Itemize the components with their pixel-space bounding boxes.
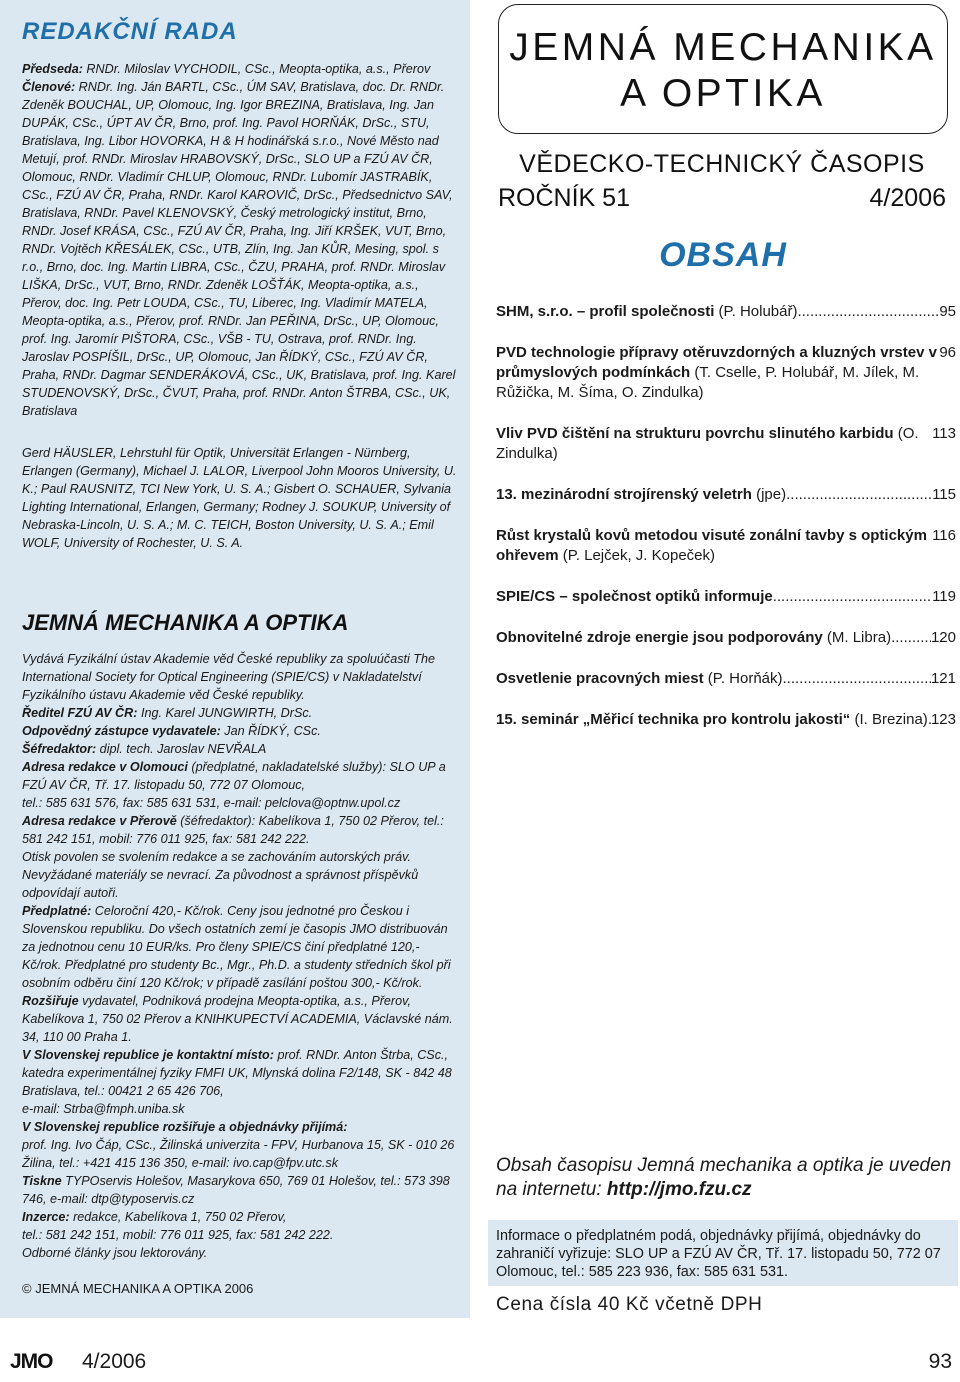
toc-authors: (P. Holubář): [714, 303, 798, 320]
issue-price: Cena čísla 40 Kč včetně DPH: [496, 1294, 763, 1315]
title-box: [498, 4, 948, 134]
imprint-text: Vydává Fyzikální ústav Akademie věd České republiky za spoluúčasti The International Society for Optical Engineering (SPIE/CS) v Nakladatelství Fyzikálního ústavu Akademie věd České republiky. Ředitel FZÚ AV ČR: Ing. Karel JUNGWIRTH, DrSc. Odpovědný zástupce vydavatele: Jan ŘÍDKÝ, CSc. Šéfredaktor: dipl. tech. Jaroslav NEVŘALA Adresa redakce v Olomouci (předplatné, nakladatelské služby): SLO UP a FZÚ AV ČR, Tř. 17. listopadu 50, 772 07 Olomouc, tel.: 585 631 576, fax: 585 631 531, e-mail: pelclova@optnw.upol.cz Adresa redakce v Přerově (šéfredaktor): Kabelíkova 1, 750 02 Přerov, tel.: 581 242 151, mobil: 776 011 925, fax: 581 242 222. Otisk povolen se svolením redakce a se zachováním autorských práv. Nevyžádané materiály se nevrací. Za původnost a správnost příspěvků odpovídají autoři. Předplatné: Celoroční 420,- Kč/rok. Ceny jsou jednotné pro Českou i Slovenskou republiku. Do všech ostatních zemí je časopis JMO distribuován za jednotnou cenu 10 EUR/ks. Pro členy SPIE/CS činí předplatné 120,- Kč/rok. Předplatné pro studenty Bc., Mgr., Ph.D. a studenty středních škol při osobním odběru činí 120 Kč/rok; v případě zasílání poštou 300,- Kč/rok. Rozšiřuje vydavatel, Podniková prodejna Meopta-optika, a.s., Přerov, Kabelíkova 1, 750 02 Přerov a KNIHKUPECTVÍ ACADEMIA, Václavské nám. 34, 110 00 Praha 1. V Slovenskej republice je kontaktní místo: prof. RNDr. Anton Štrba, CSc., katedra experimentálnej fyziky FMFI UK, Mlynská dolina F2/148, SK - 842 48 Bratislava, tel.: 00421 2 65 426 706, e-mail: Strba@fmph.uniba.sk V Slovenskej republice rozšiřuje a objednávky přijímá: prof. Ing. Ivo Čáp, CSc., Žilinská univerzita - FPV, Hurbanova 15, SK - 010 26 Žilina, tel.: +421 415 136 350, e-mail: ivo.cap@fpv.utc.sk Tiskne TYPOservis Holešov, Masarykova 650, 769 01 Holešov, tel.: 573 398 746, e-mail: dtp@typoservis.cz Inzerce: redakce, Kabelíkova 1, 750 02 Přerov, tel.: 581 242 151, mobil: 776 011 925, fax: 581 242 222. Odborné články jsou lektorovány.: [22, 652, 455, 1260]
toc-authors: (M. Libra): [822, 629, 892, 646]
copyright: © JEMNÁ MECHANIKA A OPTIKA 2006: [22, 1281, 254, 1296]
toc-page: 96: [939, 344, 956, 361]
issue-label: 4/2006: [869, 184, 946, 212]
toc-item[interactable]: [496, 526, 956, 566]
toc-title: SHM, s.r.o. – profil společnosti: [496, 303, 715, 320]
toc-item[interactable]: [496, 343, 956, 403]
toc-page: 95: [939, 303, 956, 320]
toc-item[interactable]: [496, 485, 956, 505]
footer-issue: 4/2006: [82, 1350, 147, 1373]
journal-heading: JEMNÁ MECHANIKA A OPTIKA: [22, 610, 349, 635]
toc-page: 123: [930, 711, 956, 728]
toc-title: Růst krystalů kovů metodou visuté zonální tavby s optickým ohřevem: [496, 527, 927, 564]
toc-authors: (T. Cselle, P. Holubář, M. Jílek, M. Růžička, M. Šíma, O. Zindulka): [496, 364, 920, 401]
toc-title: PVD technologie přípravy otěruvzdorných a kluzných vrstev v průmyslových podmínkách: [496, 344, 937, 381]
toc-title: SPIE/CS – společnost optiků informuje: [496, 588, 773, 605]
toc-item[interactable]: [496, 424, 956, 464]
toc-item[interactable]: [496, 628, 956, 648]
online-link[interactable]: http://jmo.fzu.cz: [606, 1179, 752, 1200]
toc-authors: (O. Zindulka): [496, 425, 919, 462]
subscription-info: Informace o předplatném podá, objednávky přijímá, objednávky do zahraničí vyřizuje: SLO UP a FZÚ AV ČR, Tř. 17. listopadu 50, 772 07 Olomouc, tel.: 585 223 936, fax: 585 631 531.: [488, 1220, 958, 1286]
cover-panel: [488, 0, 960, 1318]
page-footer: [0, 1326, 960, 1382]
toc-leader: [773, 587, 932, 607]
toc-item[interactable]: [496, 587, 956, 607]
toc-title: Obnovitelné zdroje energie jsou podporovány: [496, 629, 823, 646]
editorial-board-text: Předseda: RNDr. Miloslav VYCHODIL, CSc., Meopta-optika, a.s., Přerov Členové: RNDr. Ing. Ján BARTL, CSc., ÚM SAV, Bratislava, doc. Dr. RNDr. Zdeněk BOUCHAL, UP, Olomouc, Ing. Igor BREZINA, Bratislava, Ing. Jan DUPÁK, CSc., ÚPT AV ČR, Brno, prof. Ing. Pavol HORŇÁK, DrSc., STU, Bratislava, Ing. Libor HOVORKA, H & H hodinářská s.r.o., Nové Město nad Metují, prof. RNDr. Miroslav HRABOVSKÝ, DrSc., SLO UP a FZÚ AV ČR, Olomouc, RNDr. Vladimír CHLUP, Olomouc, RNDr. Lubomír JASTRABÍK, CSc., FZÚ AV ČR, Praha, RNDr. Karol KAROVIČ, DrSc., Předsednictvo SAV, Bratislava, RNDr. Pavel KLENOVSKÝ, Český metrologický institut, Brno, RNDr. Josef KRÁSA, CSc., FZÚ AV ČR, Praha, Ing. Jiří KRŠEK, VUT, Brno, RNDr. Vojtěch KŘESÁLEK, CSc., UTB, Zlín, Ing. Jan KŮR, Mesing, spol. s r.o., Brno, doc. Ing. Martin LIBRA, CSc., ČZU, PRAHA, prof. RNDr. Miroslav LIŠKA, DrSc., VUT, Brno, RNDr. Zdeněk LOŠŤÁK, Meopta-optika, a.s., Přerov, doc. Ing. Petr LOUDA, CSc., TU, Liberec, Ing. Vladimír MATELA, Meopta-optika, a.s., Přerov, prof. RNDr. Jan PEŘINA, DrSc., UP, Olomouc, prof. Ing. Jaromír PIŠTORA, CSc., VŠB - TU, Ostrava, prof. RNDr. Ing. Jaroslav POSPÍŠIL, DrSc., UP, Olomouc, Jan ŘÍDKÝ, CSc., FZÚ AV ČR, Praha, RNDr. Dagmar SENDERÁKOVÁ, CSc., UK, Bratislava, prof. Ing. Karel STUDENOVSKÝ, DrSc., ČVUT, Praha, prof. RNDr. Anton ŠTRBA, CSc., UK, Bratislava: [22, 62, 456, 418]
toc-authors: (P. Lejček, J. Kopeček): [558, 547, 715, 564]
toc-item[interactable]: [496, 710, 956, 730]
page-number: 93: [928, 1350, 952, 1373]
toc-item[interactable]: [496, 302, 956, 322]
toc-page: 116: [932, 527, 956, 544]
toc-authors: (jpe): [751, 486, 787, 503]
journal-subtitle: VĚDECKO-TECHNICKÝ ČASOPIS: [519, 150, 925, 178]
toc-title: 15. seminár „Měřicí technika pro kontrolu jakosti“: [496, 711, 851, 728]
journal-title-line2: A OPTIKA: [620, 72, 826, 115]
editorial-board-heading: REDAKČNÍ RADA: [22, 18, 238, 45]
online-text: Obsah časopisu Jemná mechanika a optika je uveden na internetu:: [496, 1155, 952, 1200]
toc-item[interactable]: [496, 669, 956, 689]
toc-leader: [786, 485, 932, 505]
contents-heading: OBSAH: [659, 236, 787, 274]
online-notice: [496, 1154, 956, 1202]
toc-leader: [783, 669, 931, 689]
toc-page: 120: [930, 629, 956, 646]
toc-title: Vliv PVD čištění na strukturu povrchu slinutého karbidu: [496, 425, 894, 442]
toc-authors: (I. Brezina): [850, 711, 928, 728]
toc-title: Osvetlenie pracovných miest: [496, 670, 704, 687]
toc-title: 13. mezinárodní strojírenský veletrh: [496, 486, 752, 503]
jmo-logo: JMO: [10, 1350, 53, 1373]
toc-leader: [891, 628, 931, 648]
editorial-panel: [0, 0, 470, 1318]
toc-leader: [797, 302, 939, 322]
toc-authors: (P. Horňák): [703, 670, 783, 687]
journal-title-line1: JEMNÁ MECHANIKA: [509, 26, 937, 69]
toc-page: 121: [930, 670, 956, 687]
table-of-contents: [496, 302, 956, 751]
toc-page: 119: [932, 588, 956, 605]
foreign-board-text: Gerd HÄUSLER, Lehrstuhl für Optik, Universität Erlangen - Nürnberg, Erlangen (Germany), Michael J. LALOR, Liverpool John Mooros University, U. K.; Paul RAUSNITZ, TCI New York, U. S. A.; Gisbert O. SCHAUER, Sylvania Lighting International, Erlangen, Germany; Rodney J. SOUKUP, University of Nebraska-Lincoln, U. S. A.; M. C. TEICH, Boston University, U. S. A.; Emil WOLF, University of Rochester, U. S. A.: [22, 446, 457, 550]
volume-label: ROČNÍK 51: [498, 184, 630, 212]
toc-page: 113: [932, 425, 956, 442]
volume-issue-row: [498, 184, 946, 213]
toc-page: 115: [932, 486, 956, 503]
